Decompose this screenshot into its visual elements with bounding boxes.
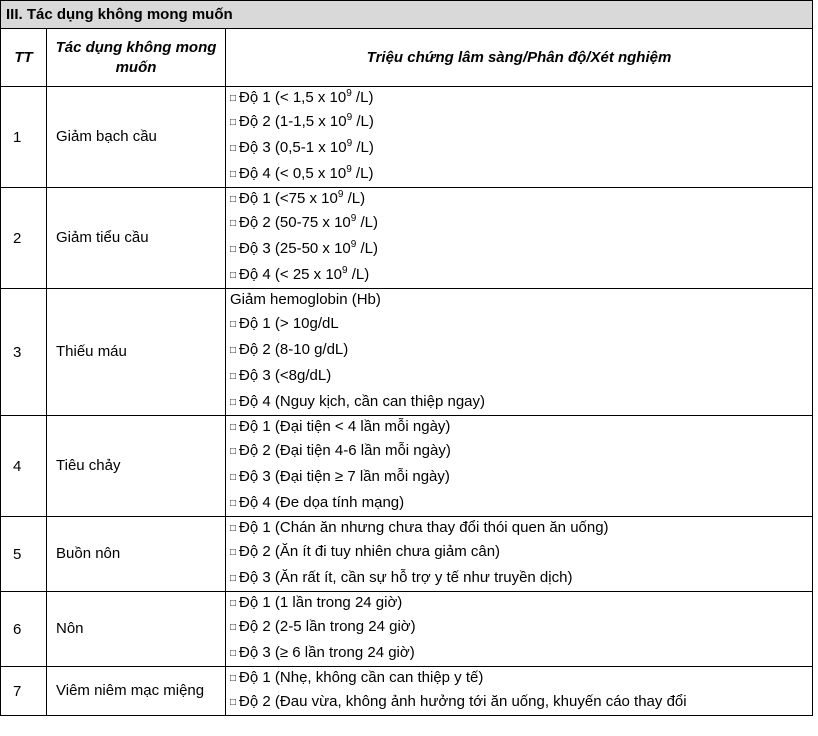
symptom-grades [226,188,813,289]
grade-line [230,262,812,288]
grade-text: Độ 2 (1-1,5 x 10 [239,113,347,130]
effect-name: Thiếu máu [47,289,226,416]
grade-line [230,539,812,565]
exponent: 9 [346,88,352,99]
unit-text: /L) [352,139,374,156]
grade-text: Độ 2 (Ăn ít đi tuy nhiên chưa giảm cân) [239,543,501,560]
effect-name: Giảm bạch cầu [47,87,226,188]
grade-line [230,565,812,591]
symptom-grades [226,87,813,188]
table-body [1,87,813,716]
row-number: 1 [1,87,47,188]
row-number: 4 [1,416,47,517]
checkbox-icon: □ [230,523,237,534]
table-row [1,592,813,667]
grade-line [230,135,812,161]
grade-line [230,464,812,490]
grade-line [230,614,812,640]
column-header-effect: Tác dụng không mong muốn [47,29,226,87]
exponent: 9 [337,189,344,200]
row-number: 5 [1,517,47,592]
table-row [1,667,813,716]
grade-text: Độ 2 (2-5 lần trong 24 giờ) [239,618,416,635]
table-row [1,289,813,416]
checkbox-icon: □ [230,622,237,633]
effect-name: Viêm niêm mạc miệng [47,667,226,716]
row-number: 3 [1,289,47,416]
exponent: 9 [350,239,357,250]
grade-text: Độ 1 (> 10g/dL [239,315,339,332]
grade-text: Độ 3 (Ăn rất ít, cần sự hỗ trợ y tế như truyền dịch) [239,569,573,586]
checkbox-icon: □ [230,598,237,609]
row-number: 2 [1,188,47,289]
checkbox-icon: □ [230,648,237,659]
grade-line [230,87,812,109]
grade-line [230,389,812,415]
exponent: 9 [346,164,352,175]
exponent: 9 [342,265,348,276]
effect-name: Nôn [47,592,226,667]
exponent: 9 [350,213,357,224]
grade-text: Độ 3 (<8g/dL) [239,367,332,384]
unit-text: /L) [352,113,374,130]
grade-text: Độ 4 (Đe dọa tính mạng) [239,494,405,511]
grade-text: Độ 4 (Nguy kịch, cần can thiệp ngay) [239,393,486,410]
unit-text: /L) [347,266,370,283]
grade-text: Độ 2 (Đại tiện 4-6 lần mỗi ngày) [239,442,451,459]
grade-line [230,416,812,438]
grade-line [230,210,812,236]
table-row [1,188,813,289]
checkbox-icon: □ [230,397,237,408]
grade-line [230,236,812,262]
grade-line [230,109,812,135]
symptom-grades [226,667,813,716]
table-row [1,416,813,517]
checkbox-icon: □ [230,93,237,104]
row-number: 6 [1,592,47,667]
checkbox-icon: □ [230,143,237,154]
grade-line [230,490,812,516]
checkbox-icon: □ [230,673,237,684]
checkbox-icon: □ [230,547,237,558]
checkbox-icon: □ [230,573,237,584]
checkbox-icon: □ [230,371,237,382]
grade-line [230,188,812,210]
grade-text: Độ 3 (0,5-1 x 10 [239,139,347,156]
checkbox-icon: □ [230,244,237,255]
grade-text: Độ 1 (< 1,5 x 10 [239,89,347,106]
checkbox-icon: □ [230,169,237,180]
symptom-grades [226,592,813,667]
unit-text: /L) [356,240,379,257]
grade-line [230,689,812,715]
checkbox-icon: □ [230,270,237,281]
grade-text: Độ 1 (Đại tiện < 4 lần mỗi ngày) [239,418,451,435]
symptom-grades [226,517,813,592]
unit-text: /L) [351,165,374,182]
checkbox-icon: □ [230,194,237,205]
grade-line [230,311,812,337]
symptom-grades [226,289,813,416]
checkbox-icon: □ [230,498,237,509]
checkbox-icon: □ [230,422,237,433]
column-header-tt: TT [1,29,47,87]
checkbox-icon: □ [230,117,237,128]
grade-text: Độ 1 (1 lần trong 24 giờ) [239,594,403,611]
grade-line [230,363,812,389]
grade-text: Độ 1 (Nhẹ, không cần can thiệp y tế) [239,669,484,686]
column-header-symptoms: Triệu chứng lâm sàng/Phân độ/Xét nghiệm [226,29,813,87]
exponent: 9 [346,112,353,123]
effect-name: Buồn nôn [47,517,226,592]
checkbox-icon: □ [230,345,237,356]
grade-line [230,337,812,363]
checkbox-icon: □ [230,697,237,708]
grade-line [230,161,812,187]
grade-text: Độ 3 (25-50 x 10 [239,240,351,257]
checkbox-icon: □ [230,218,237,229]
checkbox-icon: □ [230,472,237,483]
section-title: III. Tác dụng không mong muốn [1,1,813,29]
symptom-grades [226,416,813,517]
effect-name: Tiêu chảy [47,416,226,517]
exponent: 9 [346,138,353,149]
grade-line [230,667,812,689]
grade-text: Độ 1 (<75 x 10 [239,190,338,207]
grade-text: Độ 2 (50-75 x 10 [239,214,351,231]
table-row [1,87,813,188]
grade-text: Giảm hemoglobin (Hb) [230,291,381,308]
table-row [1,517,813,592]
checkbox-icon: □ [230,446,237,457]
unit-text: /L) [356,214,379,231]
grade-line [230,289,812,311]
grade-text: Độ 2 (Đau vừa, không ảnh hưởng tới ăn uống, khuyến cáo thay đổi [239,693,687,710]
grade-line [230,438,812,464]
grade-line [230,640,812,666]
grade-text: Độ 4 (< 0,5 x 10 [239,165,347,182]
effect-name: Giảm tiểu cầu [47,188,226,289]
grade-text: Độ 4 (< 25 x 10 [239,266,343,283]
grade-line [230,517,812,539]
unit-text: /L) [351,89,374,106]
unit-text: /L) [343,190,366,207]
grade-text: Độ 2 (8-10 g/dL) [239,341,349,358]
grade-text: Độ 3 (Đại tiện ≥ 7 lần mỗi ngày) [239,468,450,485]
grade-text: Độ 3 (≥ 6 lần trong 24 giờ) [239,644,415,661]
grade-line [230,592,812,614]
checkbox-icon: □ [230,319,237,330]
grade-text: Độ 1 (Chán ăn nhưng chưa thay đổi thói quen ăn uống) [239,519,609,536]
row-number: 7 [1,667,47,716]
